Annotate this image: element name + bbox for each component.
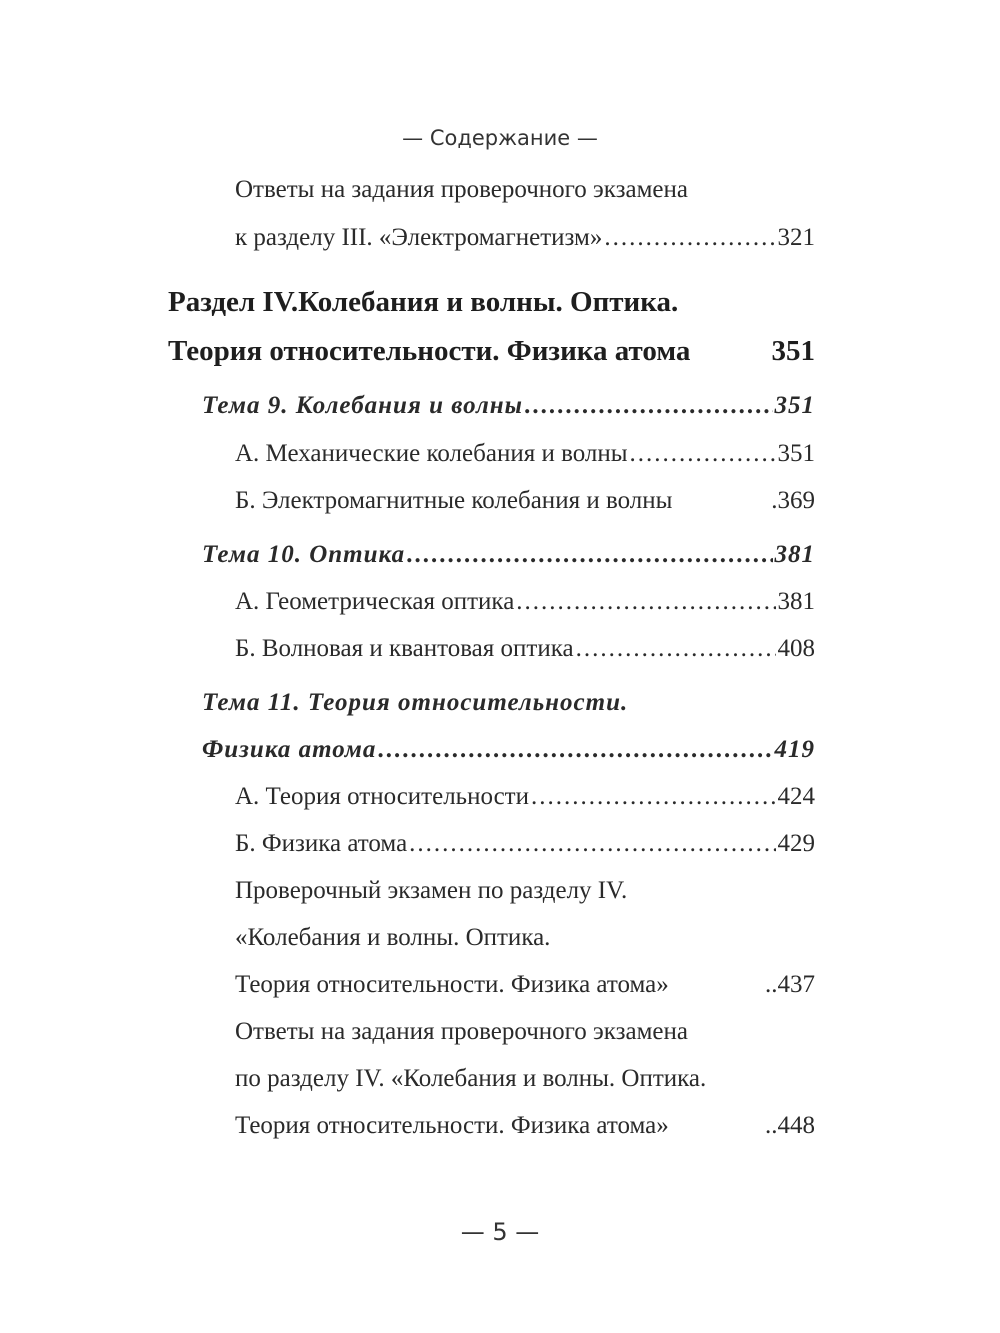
toc-section4-line1: Раздел IV.Колебания и волны. Оптика.: [168, 286, 679, 318]
toc-page-number: 351: [774, 392, 815, 419]
leader-dots: [576, 635, 776, 663]
toc-topic11-b[interactable]: [235, 830, 815, 858]
toc-entry-title: Тема 10. Оптика: [202, 541, 406, 568]
toc-topic11[interactable]: [202, 736, 815, 764]
toc-entry-title: Теория относительности. Физика атома»: [235, 1112, 669, 1139]
toc-page-number: 381: [774, 541, 815, 568]
toc-answers4[interactable]: [235, 1112, 815, 1140]
toc-page-number: ..448: [765, 1112, 815, 1139]
toc-entry-title: к разделу III. «Электромагнетизм»: [235, 224, 603, 251]
toc-answers4-line2: по разделу IV. «Колебания и волны. Оптика.: [235, 1065, 707, 1092]
leader-dots: [630, 440, 776, 468]
leader-dots: [604, 224, 775, 252]
toc-entry-title: Теория относительности. Физика атома: [168, 335, 691, 367]
running-head: — Содержание —: [402, 126, 598, 150]
toc-answers4-line1: Ответы на задания проверочного экзамена: [235, 1018, 688, 1045]
toc-topic10-b[interactable]: [235, 635, 815, 663]
toc-page-number: 424: [777, 783, 815, 810]
toc-exam4-line1: Проверочный экзамен по разделу IV.: [235, 877, 628, 904]
toc-answers-section3-line1: Ответы на задания проверочного экзамена: [235, 176, 688, 203]
toc-topic11-line1: Тема 11. Теория относительности.: [202, 689, 629, 716]
toc-entry-title: Б. Электромагнитные колебания и волны: [235, 487, 673, 514]
toc-topic11-a[interactable]: [235, 783, 815, 811]
toc-page-number: 408: [777, 635, 815, 662]
toc-topic10[interactable]: [202, 541, 815, 569]
toc-topic9-a[interactable]: [235, 440, 815, 468]
toc-entry-title: Физика атома: [202, 736, 377, 763]
toc-entry-title: Б. Волновая и квантовая оптика: [235, 635, 574, 662]
toc-topic10-a[interactable]: [235, 588, 815, 616]
toc-entry-title: Тема 9. Колебания и волны: [202, 392, 524, 419]
toc-entry-title: Б. Физика атома: [235, 830, 408, 857]
toc-page-number: 321: [777, 224, 815, 251]
leader-dots: [525, 392, 772, 420]
leader-dots: [378, 736, 772, 764]
leader-dots: [407, 541, 772, 569]
toc-entry-title: А. Теория относительности: [235, 783, 529, 810]
leader-dots: [516, 588, 775, 616]
page-number: — 5 —: [460, 1218, 540, 1246]
toc-exam4[interactable]: [235, 971, 815, 999]
toc-section4[interactable]: [168, 335, 815, 368]
leader-dots: [409, 830, 775, 858]
leader-dots: [531, 783, 776, 811]
toc-page-number: 419: [774, 736, 815, 763]
toc-page-number: 351: [777, 440, 815, 467]
toc-page-number: ..437: [765, 971, 815, 998]
toc-page-number: .369: [771, 487, 815, 514]
toc-page-number: 429: [777, 830, 815, 857]
toc-page-number: 351: [771, 335, 815, 367]
toc-entry-title: А. Геометрическая оптика: [235, 588, 515, 615]
toc-page-number: 381: [777, 588, 815, 615]
toc-topic9-b[interactable]: [235, 487, 815, 515]
toc-entry-title: А. Механические колебания и волны: [235, 440, 628, 467]
toc-exam4-line2: «Колебания и волны. Оптика.: [235, 924, 551, 951]
toc-topic9[interactable]: [202, 392, 815, 420]
toc-answers-section3[interactable]: [235, 224, 815, 252]
toc-entry-title: Теория относительности. Физика атома»: [235, 971, 669, 998]
